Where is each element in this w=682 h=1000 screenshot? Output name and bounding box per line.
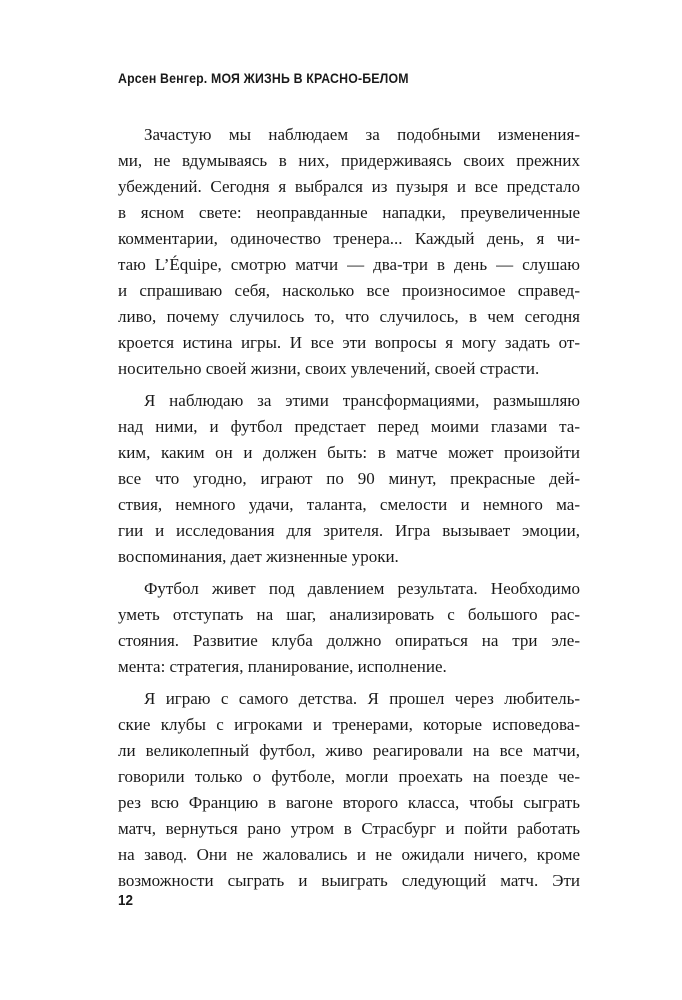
text-line: в ясном свете: неоправданные нападки, преувеличенные bbox=[118, 203, 580, 222]
text-line: таю L’Équipe, смотрю матчи — два-три в день — слушаю bbox=[118, 255, 580, 274]
text-line: говорили только о футболе, могли проехать на поезде че- bbox=[118, 767, 580, 786]
text-line: все что угодно, играют по 90 минут, прекрасные дей- bbox=[118, 469, 580, 488]
text-line: комментарии, одиночество тренера... Каждый день, я чи- bbox=[118, 229, 580, 248]
text-line: Я наблюдаю за этими трансформациями, размышляю bbox=[144, 391, 580, 410]
text-line: Зачастую мы наблюдаем за подобными изменения- bbox=[144, 125, 580, 144]
page-number: 12 bbox=[118, 892, 134, 909]
body-text bbox=[118, 122, 580, 900]
text-line: мента: стратегия, планирование, исполнение. bbox=[118, 657, 447, 676]
text-line: уметь отступать на шаг, анализировать с большого рас- bbox=[118, 605, 580, 624]
paragraph-3 bbox=[118, 576, 580, 680]
text-line: возможности сыграть и выиграть следующий матч. Эти bbox=[118, 871, 580, 890]
text-line: ким, каким он и должен быть: в матче может произойти bbox=[118, 443, 580, 462]
text-line: стояния. Развитие клуба должно опираться на три эле- bbox=[118, 631, 580, 650]
text-line: ствия, немного удачи, таланта, смелости и немного ма- bbox=[118, 495, 580, 514]
paragraph-1 bbox=[118, 122, 580, 382]
text-line: воспоминания, дает жизненные уроки. bbox=[118, 547, 399, 566]
text-line: на завод. Они не жаловались и не ожидали ничего, кроме bbox=[118, 845, 580, 864]
text-line: убеждений. Сегодня я выбрался из пузыря и все предстало bbox=[118, 177, 580, 196]
text-line: и спрашиваю себя, насколько все произносимое справед- bbox=[118, 281, 580, 300]
running-header: Арсен Венгер. МОЯ ЖИЗНЬ В КРАСНО-БЕЛОМ bbox=[118, 70, 409, 86]
text-line: гии и исследования для зрителя. Игра вызывает эмоции, bbox=[118, 521, 580, 540]
text-line: матч, вернуться рано утром в Страсбург и пойти работать bbox=[118, 819, 580, 838]
text-line: носительно своей жизни, своих увлечений, своей страсти. bbox=[118, 359, 540, 378]
paragraph-4 bbox=[118, 686, 580, 894]
text-line: рез всю Францию в вагоне второго класса, чтобы сыграть bbox=[118, 793, 580, 812]
text-line: Я играю с самого детства. Я прошел через любитель- bbox=[144, 689, 580, 708]
text-line: кроется истина игры. И все эти вопросы я могу задать от- bbox=[118, 333, 580, 352]
text-line: ли великолепный футбол, живо реагировали на все матчи, bbox=[118, 741, 580, 760]
text-line: ливо, почему случилось то, что случилось, в чем сегодня bbox=[118, 307, 580, 326]
text-line: над ними, и футбол предстает перед моими глазами та- bbox=[118, 417, 580, 436]
text-line: Футбол живет под давлением результата. Необходимо bbox=[144, 579, 580, 598]
text-line: ские клубы с игроками и тренерами, которые исповедова- bbox=[118, 715, 580, 734]
paragraph-2 bbox=[118, 388, 580, 570]
text-line: ми, не вдумываясь в них, придерживаясь своих прежних bbox=[118, 151, 580, 170]
